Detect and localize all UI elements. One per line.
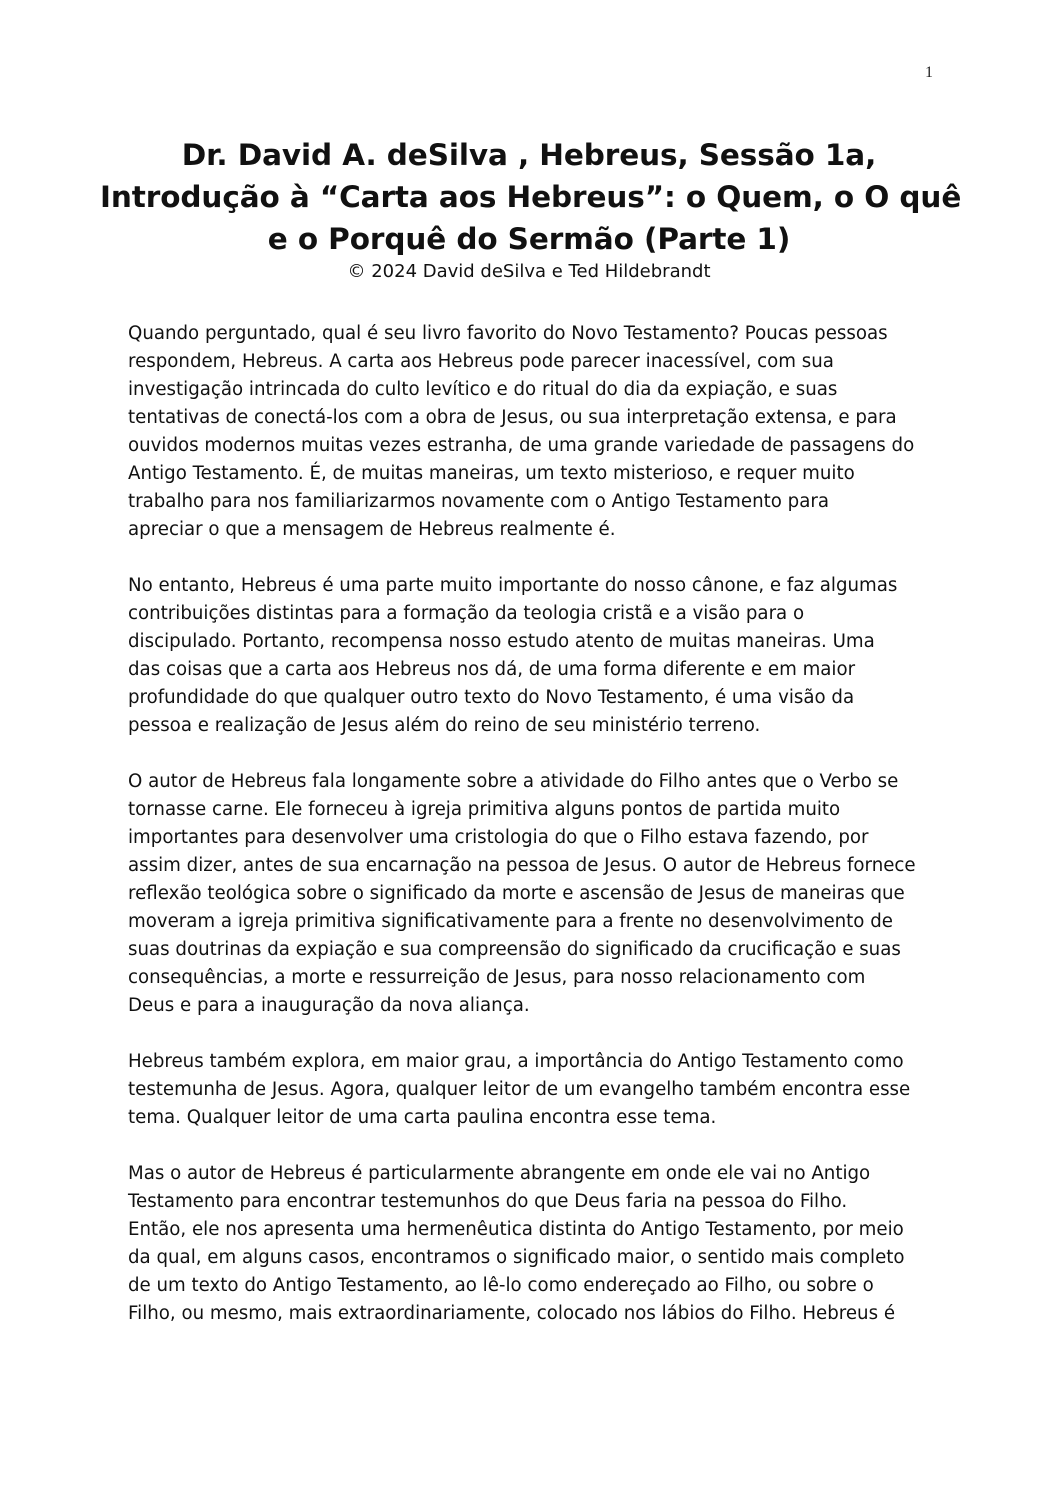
text-line: Mas o autor de Hebreus é particularmente abrangente em onde ele vai no Antigo [128,1163,871,1184]
text-line: Testamento para encontrar testemunhos do que Deus faria na pessoa do Filho. [128,1191,848,1212]
text-line: Quando perguntado, qual é seu livro favorito do Novo Testamento? Poucas pessoas [128,323,888,344]
text-line: suas doutrinas da expiação e sua compreensão do significado da crucificação e suas [128,939,901,960]
copyright-notice: © 2024 David deSilva e Ted Hildebrandt [347,261,711,282]
paragraph [128,572,938,740]
title-block [100,134,962,284]
text-line: moveram a igreja primitiva significativamente para a frente no desenvolvimento de [128,911,893,932]
text-line: pessoa e realização de Jesus além do reino de seu ministério terreno. [128,715,761,736]
text-line: trabalho para nos familiarizarmos novamente com o Antigo Testamento para [128,491,829,512]
text-line: Então, ele nos apresenta uma hermenêutica distinta do Antigo Testamento, por meio [128,1219,904,1240]
text-line: Hebreus também explora, em maior grau, a importância do Antigo Testamento como [128,1051,904,1072]
text-line: testemunha de Jesus. Agora, qualquer leitor de um evangelho também encontra esse [128,1079,911,1100]
paragraph [128,320,938,544]
text-line: profundidade do que qualquer outro texto do Novo Testamento, é uma visão da [128,687,855,708]
text-line: das coisas que a carta aos Hebreus nos dá, de uma forma diferente e em maior [128,659,856,680]
text-line: tema. Qualquer leitor de uma carta paulina encontra esse tema. [128,1107,717,1128]
text-line: tornasse carne. Ele forneceu à igreja primitiva alguns pontos de partida muito [128,799,841,820]
paragraph [128,768,938,1020]
text-line: importantes para desenvolver uma cristologia do que o Filho estava fazendo, por [128,827,869,848]
text-line: investigação intrincada do culto levítico e do ritual do dia da expiação, e suas [128,379,838,400]
text-line: ouvidos modernos muitas vezes estranha, de uma grande variedade de passagens do [128,435,915,456]
text-line: da qual, em alguns casos, encontramos o significado maior, o sentido mais completo [128,1247,905,1268]
text-line: reflexão teológica sobre o significado da morte e ascensão de Jesus de maneiras que [128,883,905,904]
title-line: Dr. David A. deSilva , Hebreus, Sessão 1a, [181,138,877,172]
text-line: Deus e para a inauguração da nova aliança. [128,995,530,1016]
paragraph [128,1048,938,1132]
text-line: Antigo Testamento. É, de muitas maneiras, um texto misterioso, e requer muito [128,463,855,484]
document-title [100,134,962,260]
title-line: Introdução à “Carta aos Hebreus”: o Quem, o O quê [100,180,962,214]
document-body [128,320,938,1356]
text-line: apreciar o que a mensagem de Hebreus realmente é. [128,519,616,540]
text-line: O autor de Hebreus fala longamente sobre a atividade do Filho antes que o Verbo se [128,771,899,792]
text-line: de um texto do Antigo Testamento, ao lê-lo como endereçado ao Filho, ou sobre o [128,1275,874,1296]
text-line: discipulado. Portanto, recompensa nosso estudo atento de muitas maneiras. Uma [128,631,875,652]
page-number: 1 [925,64,933,81]
text-line: respondem, Hebreus. A carta aos Hebreus pode parecer inacessível, com sua [128,351,834,372]
text-line: tentativas de conectá-los com a obra de Jesus, ou sua interpretação extensa, e para [128,407,897,428]
text-line: assim dizer, antes de sua encarnação na pessoa de Jesus. O autor de Hebreus fornece [128,855,916,876]
text-line: contribuições distintas para a formação da teologia cristã e a visão para o [128,603,805,624]
paragraph [128,1160,938,1328]
title-line: e o Porquê do Sermão (Parte 1) [267,222,791,256]
text-line: consequências, a morte e ressurreição de Jesus, para nosso relacionamento com [128,967,866,988]
text-line: Filho, ou mesmo, mais extraordinariamente, colocado nos lábios do Filho. Hebreus é [128,1303,896,1324]
text-line: No entanto, Hebreus é uma parte muito importante do nosso cânone, e faz algumas [128,575,898,596]
